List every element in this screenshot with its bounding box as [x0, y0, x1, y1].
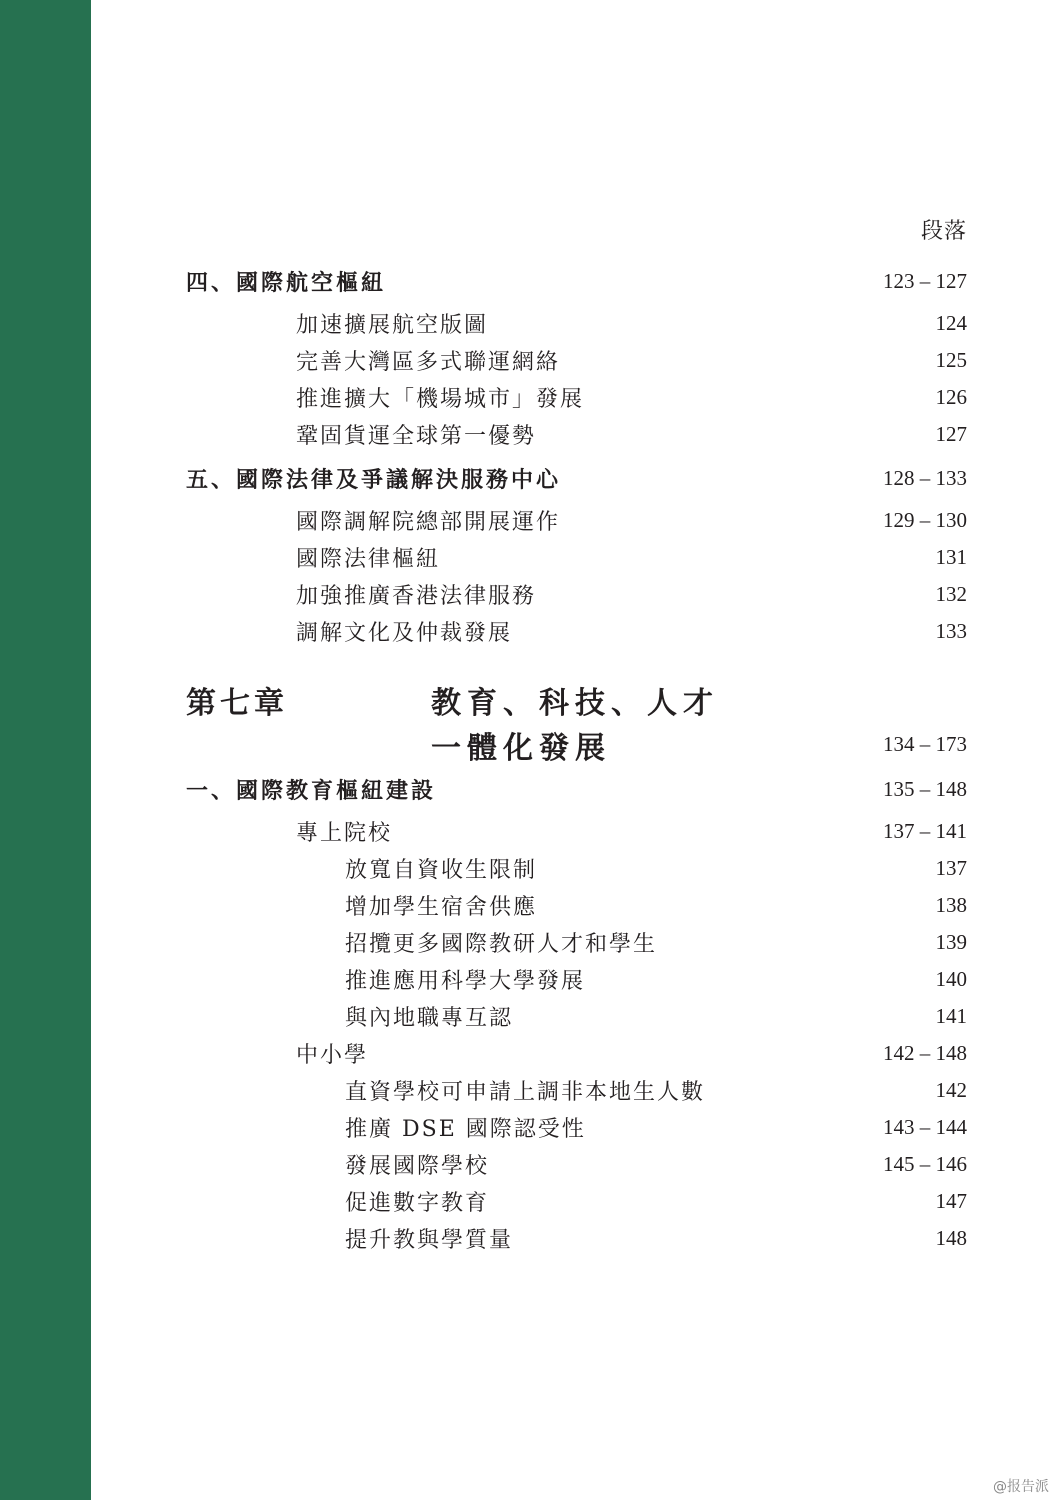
toc-entry[interactable]: [186, 1073, 967, 1107]
toc-entry[interactable]: [186, 417, 967, 451]
paragraph-number: 133: [935, 618, 967, 643]
paragraph-number: 127: [935, 421, 967, 446]
toc-entry[interactable]: [186, 540, 967, 574]
paragraph-number: 131: [935, 544, 967, 569]
paragraph-number: 147: [935, 1188, 967, 1213]
toc-subsection[interactable]: [186, 1036, 967, 1070]
paragraph-number: 129 – 130: [883, 507, 967, 532]
paragraph-number: 142: [935, 1077, 967, 1102]
toc-entry[interactable]: [186, 888, 967, 922]
paragraph-number: 141: [935, 1003, 967, 1028]
toc-section-heading[interactable]: [186, 461, 967, 495]
entry-label: 調解文化及仲裁發展: [296, 620, 513, 646]
entry-label: 推廣 DSE 國際認受性: [345, 1116, 586, 1142]
entry-label: 與內地職專互認: [345, 1005, 514, 1031]
toc-entry[interactable]: [186, 1184, 967, 1218]
entry-label: 國際調解院總部開展運作: [296, 509, 561, 535]
entry-label: 直資學校可申請上調非本地生人數: [345, 1079, 706, 1105]
toc-entry[interactable]: [186, 343, 967, 377]
paragraph-number: 145 – 146: [883, 1151, 967, 1176]
paragraph-range: 123 – 127: [883, 268, 967, 293]
toc-entry[interactable]: [186, 614, 967, 648]
toc-entry[interactable]: [186, 306, 967, 340]
paragraph-range: 142 – 148: [883, 1040, 967, 1065]
toc-entry[interactable]: [186, 999, 967, 1033]
paragraph-number: 148: [935, 1225, 967, 1250]
paragraph-number: 137: [935, 855, 967, 880]
entry-label: 推進應用科學大學發展: [345, 968, 586, 994]
paragraph-number: 132: [935, 581, 967, 606]
paragraph-number: 124: [935, 310, 967, 335]
toc-section-heading[interactable]: [186, 772, 967, 806]
toc-entry[interactable]: [186, 1110, 967, 1144]
paragraph-number: 125: [935, 347, 967, 372]
paragraph-range: 128 – 133: [883, 465, 967, 490]
paragraph-number: 138: [935, 892, 967, 917]
paragraph-number: 126: [935, 384, 967, 409]
toc-entry[interactable]: [186, 851, 967, 885]
toc-section-heading[interactable]: [186, 264, 967, 298]
entry-label: 加強推廣香港法律服務: [296, 583, 537, 609]
entry-label: 促進數字教育: [345, 1190, 490, 1216]
section-title: 一、國際教育樞紐建設: [186, 777, 437, 804]
entry-label: 完善大灣區多式聯運網絡: [296, 349, 561, 375]
entry-label: 國際法律樞紐: [296, 546, 441, 572]
paragraph-range: 135 – 148: [883, 776, 967, 801]
subsection-label: 中小學: [296, 1042, 369, 1068]
paragraph-number: 140: [935, 966, 967, 991]
paragraph-number: 143 – 144: [883, 1114, 967, 1139]
chapter-heading[interactable]: [186, 676, 967, 768]
section-title: 五、國際法律及爭議解決服務中心: [186, 466, 562, 493]
green-side-bar: [0, 0, 91, 1500]
toc-entry[interactable]: [186, 1221, 967, 1255]
toc-entry[interactable]: [186, 962, 967, 996]
entry-label: 加速擴展航空版圖: [296, 312, 489, 338]
entry-label: 推進擴大「機場城市」發展: [296, 386, 585, 412]
toc-entry[interactable]: [186, 577, 967, 611]
toc-subsection[interactable]: [186, 814, 967, 848]
entry-label: 發展國際學校: [345, 1153, 490, 1179]
chapter-paragraph-range: 134 – 173: [883, 732, 967, 756]
toc-entry[interactable]: [186, 503, 967, 537]
entry-label: 招攬更多國際教研人才和學生: [345, 931, 658, 957]
toc-entry[interactable]: [186, 380, 967, 414]
chapter-title-line2: 一體化發展: [431, 731, 611, 766]
toc-entry[interactable]: [186, 1147, 967, 1181]
toc-entry[interactable]: [186, 925, 967, 959]
paragraph-number: 139: [935, 929, 967, 954]
chapter-title-line1: 教育、科技、人才: [431, 686, 719, 721]
entry-label: 增加學生宿舍供應: [345, 894, 538, 920]
watermark: @报告派: [993, 1479, 1049, 1495]
entry-label: 提升教與學質量: [345, 1227, 514, 1253]
subsection-label: 專上院校: [296, 820, 393, 846]
column-header-paragraph: 段落: [920, 219, 967, 244]
section-title: 四、國際航空樞紐: [186, 269, 387, 296]
entry-label: 鞏固貨運全球第一優勢: [296, 423, 537, 449]
entry-label: 放寬自資收生限制: [345, 857, 538, 883]
paragraph-range: 137 – 141: [883, 818, 967, 843]
chapter-number: 第七章: [186, 686, 288, 721]
